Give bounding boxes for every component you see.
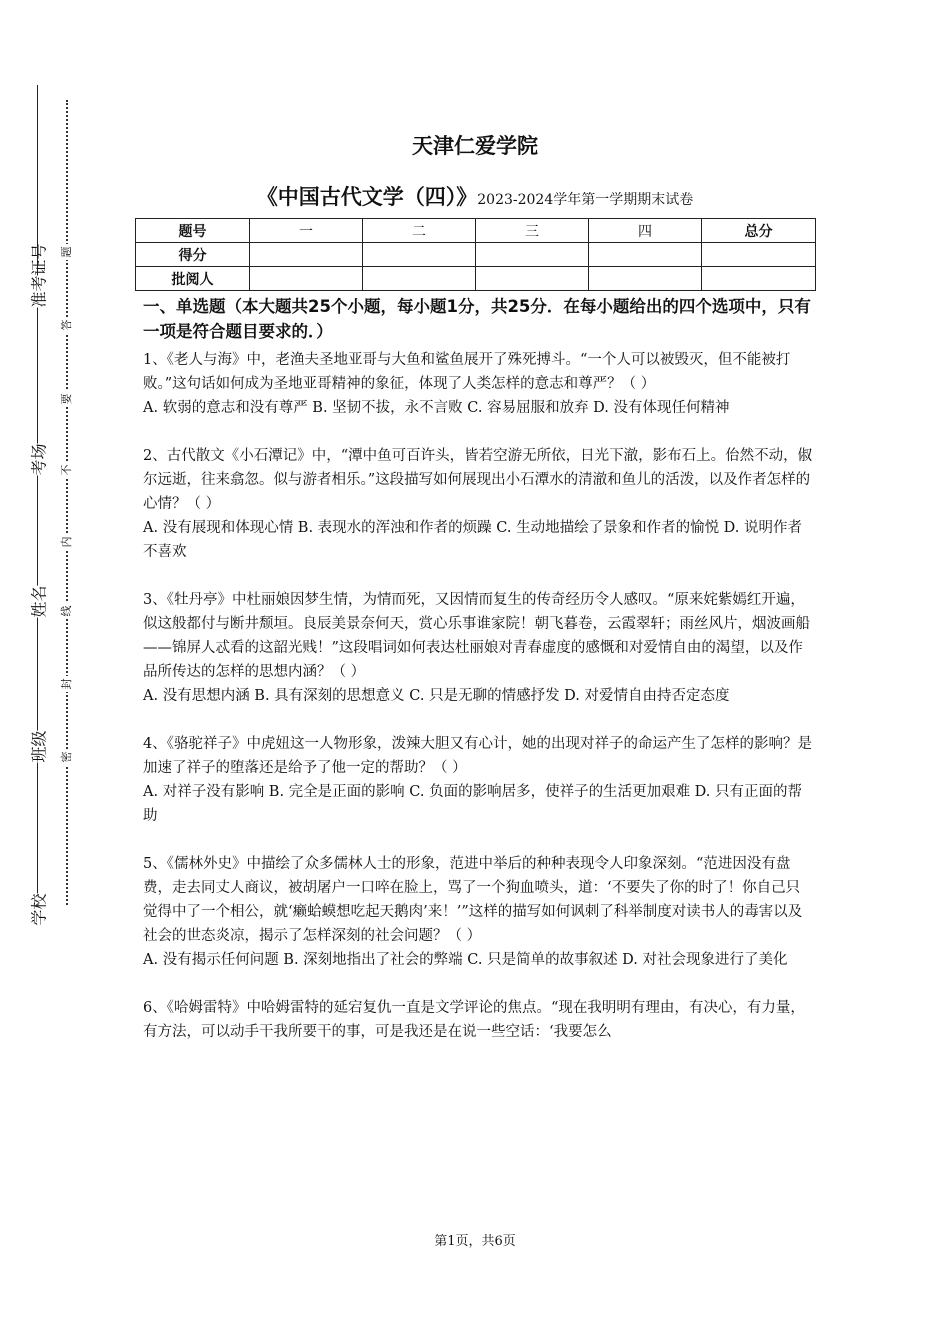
score-cell xyxy=(363,267,476,291)
term-text: 2023-2024学年第一学期期末试卷 xyxy=(477,192,694,208)
seal-char: 不 xyxy=(60,462,74,478)
score-header-cell: 总分 xyxy=(702,219,816,243)
seal-char: 答 xyxy=(60,317,74,333)
question xyxy=(143,996,813,1044)
score-table-row xyxy=(136,243,816,267)
question-options: A. 软弱的意志和没有尊严 B. 坚韧不拔，永不言败 C. 容易屈服和放弃 D. 没有体现任何精神 xyxy=(143,400,730,416)
score-cell xyxy=(589,267,702,291)
score-row-label: 批阅人 xyxy=(136,267,250,291)
school-title: 天津仁爱学院 xyxy=(412,134,538,158)
question-options: A. 没有展现和体现心情 B. 表现水的浑浊和作者的烦躁 C. 生动地描绘了景象和作者的愉悦 D. 说明作者不喜欢 xyxy=(143,520,803,560)
question-text: 5、《儒林外史》中描绘了众多儒林人士的形象，范进中举后的种种表现令人印象深刻。“范进因没有盘费，走去同丈人商议，被胡屠户一口啐在脸上，骂了一个狗血喷头，道：‘不要失了你的时了！你自己只觉得中了一个相公，就‘癞蛤蟆想吃起天鹅肉’来！’”这样的描写如何讽刺了科举制度对读书人的毒害以及社会的世态炎凉，揭示了怎样深刻的社会问题？（ ） xyxy=(143,856,803,944)
seal-char: 线 xyxy=(60,603,74,619)
score-header-cell: 一 xyxy=(250,219,363,243)
course-name: 《中国古代文学（四）》 xyxy=(256,185,478,209)
score-cell xyxy=(702,267,816,291)
score-cell xyxy=(476,267,589,291)
score-cell xyxy=(476,243,589,267)
exam-content xyxy=(143,294,813,1068)
score-cell xyxy=(250,243,363,267)
score-header-cell: 题号 xyxy=(136,219,250,243)
question-options: A. 对祥子没有影响 B. 完全是正面的影响 C. 负面的影响居多，使祥子的生活更加艰难 D. 只有正面的帮助 xyxy=(143,784,803,824)
seal-char: 封 xyxy=(60,676,74,692)
score-table xyxy=(135,218,816,291)
score-header-cell: 四 xyxy=(589,219,702,243)
section-title: 一、单选题（本大题共25个小题，每小题1分，共25分．在每小题给出的四个选项中，只有一项是符合题目要求的．） xyxy=(143,297,811,341)
question-text: 1、《老人与海》中，老渔夫圣地亚哥与大鱼和鲨鱼展开了殊死搏斗。“一个人可以被毁灭，但不能被打败。”这句话如何成为圣地亚哥精神的象征，体现了人类怎样的意志和尊严？（ ） xyxy=(143,352,791,392)
question-text: 6、《哈姆雷特》中哈姆雷特的延宕复仇一直是文学评论的焦点。“现在我明明有理由，有决心，有力量，有方法，可以动手干我所要干的事，可是我还是在说一些空话：‘我要怎么 xyxy=(143,1000,805,1040)
score-cell xyxy=(589,243,702,267)
page-footer: 第1页，共6页 xyxy=(434,1234,516,1249)
question-text: 2、古代散文《小石潭记》中，“潭中鱼可百许头，皆若空游无所依，日光下澈，影布石上。佁然不动，俶尔远逝，往来翕忽。似与游者相乐。”这段描写如何展现出小石潭水的清澈和鱼儿的活泼，以及作者怎样的心情？（ ） xyxy=(143,448,813,512)
exam-subtitle xyxy=(0,181,950,211)
label-exam-room: 考场 xyxy=(27,444,50,476)
question xyxy=(143,444,813,564)
question-options: A. 没有思想内涵 B. 具有深刻的思想意义 C. 只是无聊的情感抒发 D. 对爱情自由持否定态度 xyxy=(143,688,730,704)
question-options: A. 没有揭示任何问题 B. 深刻地指出了社会的弊端 C. 只是简单的故事叙述 D. 对社会现象进行了美化 xyxy=(143,952,788,968)
label-class: 班级 xyxy=(27,731,50,763)
question xyxy=(143,852,813,972)
label-name: 姓名 xyxy=(27,586,50,618)
label-school: 学校 xyxy=(27,894,50,926)
seal-char: 密 xyxy=(60,749,74,765)
seal-char: 内 xyxy=(60,534,74,550)
label-exam-number: 准考证号 xyxy=(27,276,50,308)
question xyxy=(143,732,813,828)
score-cell xyxy=(363,243,476,267)
score-header-cell: 二 xyxy=(363,219,476,243)
binding-dotted-line xyxy=(66,100,68,905)
seal-char: 题 xyxy=(60,244,74,260)
question-text: 3、《牡丹亭》中杜丽娘因梦生情，为情而死，又因情而复生的传奇经历令人感叹。“原来姹紫嫣红开遍，似这般都付与断井颓垣。良辰美景奈何天，赏心乐事谁家院！朝飞暮卷，云霞翠轩；雨丝风片，烟波画船——锦屏人忒看的这韶光贱！”这段唱词如何表达杜丽娘对青春虚度的感慨和对爱情自由的渴望，以及作品所传达的怎样的思想内涵？（ ） xyxy=(143,592,810,680)
score-cell xyxy=(250,267,363,291)
question xyxy=(143,588,813,708)
question-text: 4、《骆驼祥子》中虎妞这一人物形象，泼辣大胆又有心计，她的出现对祥子的命运产生了怎样的影响？是加速了祥子的堕落还是给予了他一定的帮助？（ ） xyxy=(143,736,812,776)
score-header-cell: 三 xyxy=(476,219,589,243)
score-table-row xyxy=(136,267,816,291)
score-table-header-row xyxy=(136,219,816,243)
seal-char: 要 xyxy=(60,391,74,407)
score-row-label: 得分 xyxy=(136,243,250,267)
score-cell xyxy=(702,243,816,267)
question xyxy=(143,348,813,420)
